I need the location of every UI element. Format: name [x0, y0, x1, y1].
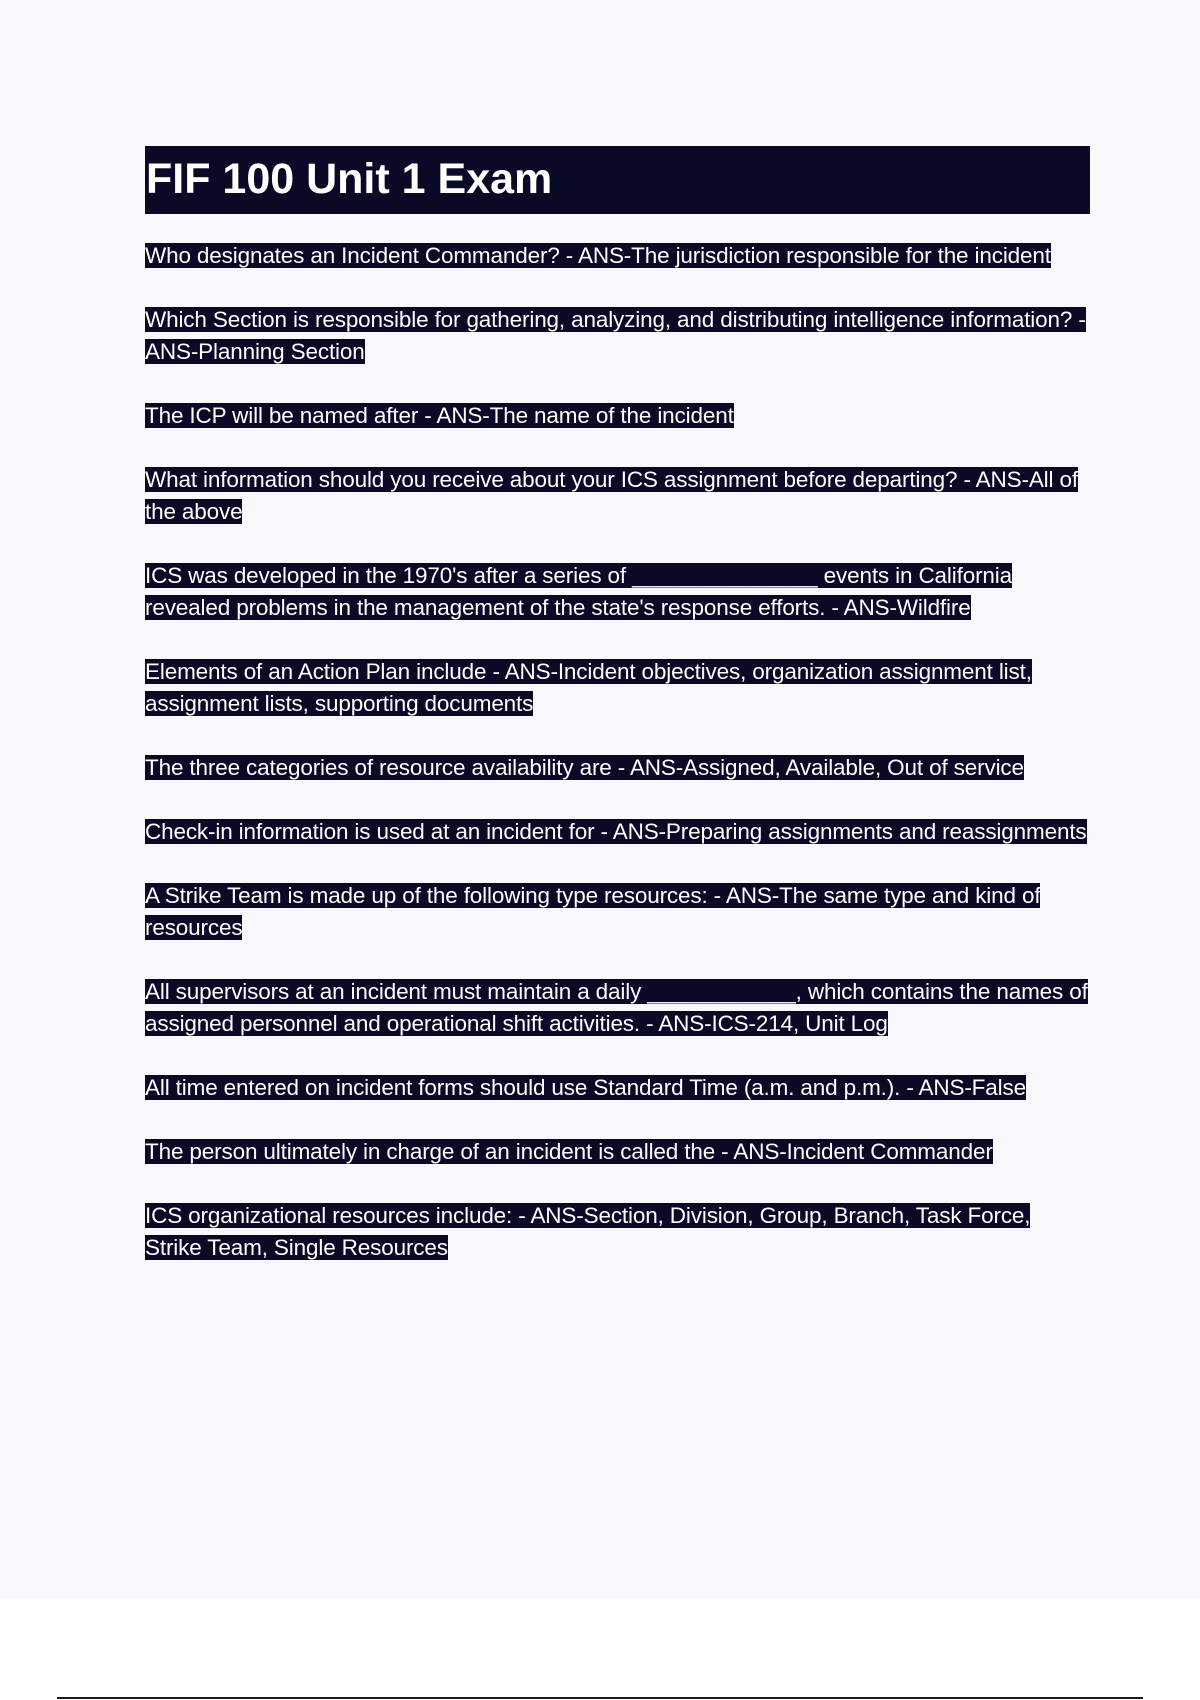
question-answer-item	[145, 400, 1090, 432]
question-answer-text: The three categories of resource availability are - ANS-Assigned, Available, Out of service	[145, 755, 1024, 780]
page-bottom-divider	[57, 1697, 1143, 1699]
question-answer-text: ICS was developed in the 1970's after a series of _______________ events in California revealed problems in the management of the state's response efforts. - ANS-Wildfire	[145, 563, 1012, 620]
question-answer-item	[145, 464, 1090, 528]
question-answer-text: Check-in information is used at an incident for - ANS-Preparing assignments and reassignments	[145, 819, 1087, 844]
question-answer-item	[145, 240, 1090, 272]
question-answer-text: The ICP will be named after - ANS-The name of the incident	[145, 403, 734, 428]
question-answer-text: What information should you receive about your ICS assignment before departing? - ANS-All of the above	[145, 467, 1078, 524]
title-banner	[145, 146, 1090, 214]
question-answer-item	[145, 752, 1090, 784]
question-answer-item	[145, 816, 1090, 848]
question-answer-item	[145, 976, 1090, 1040]
question-answer-item	[145, 1200, 1090, 1264]
question-answer-text: All supervisors at an incident must maintain a daily ____________, which contains the names of assigned personnel and operational shift activities. - ANS-ICS-214, Unit Log	[145, 979, 1088, 1036]
question-answer-item	[145, 880, 1090, 944]
question-answer-text: Who designates an Incident Commander? - ANS-The jurisdiction responsible for the incident	[145, 243, 1051, 268]
question-answer-text: The person ultimately in charge of an incident is called the - ANS-Incident Commander	[145, 1139, 993, 1164]
question-answer-text: A Strike Team is made up of the following type resources: - ANS-The same type and kind of resources	[145, 883, 1041, 940]
question-answer-item	[145, 304, 1090, 368]
question-answer-text: Elements of an Action Plan include - ANS-Incident objectives, organization assignment list, assignment lists, supporting documents	[145, 659, 1032, 716]
question-answer-text: ICS organizational resources include: - ANS-Section, Division, Group, Branch, Task Force, Strike Team, Single Resources	[145, 1203, 1031, 1260]
question-answer-text: Which Section is responsible for gathering, analyzing, and distributing intelligence information? - ANS-Planning Section	[145, 307, 1086, 364]
question-answer-list	[145, 240, 1090, 1264]
question-answer-item	[145, 1072, 1090, 1104]
question-answer-item	[145, 1136, 1090, 1168]
question-answer-item	[145, 656, 1090, 720]
document-content	[145, 146, 1090, 1264]
document-title: FIF 100 Unit 1 Exam	[146, 155, 553, 203]
question-answer-text: All time entered on incident forms should use Standard Time (a.m. and p.m.). - ANS-False	[145, 1075, 1026, 1100]
question-answer-item	[145, 560, 1090, 624]
